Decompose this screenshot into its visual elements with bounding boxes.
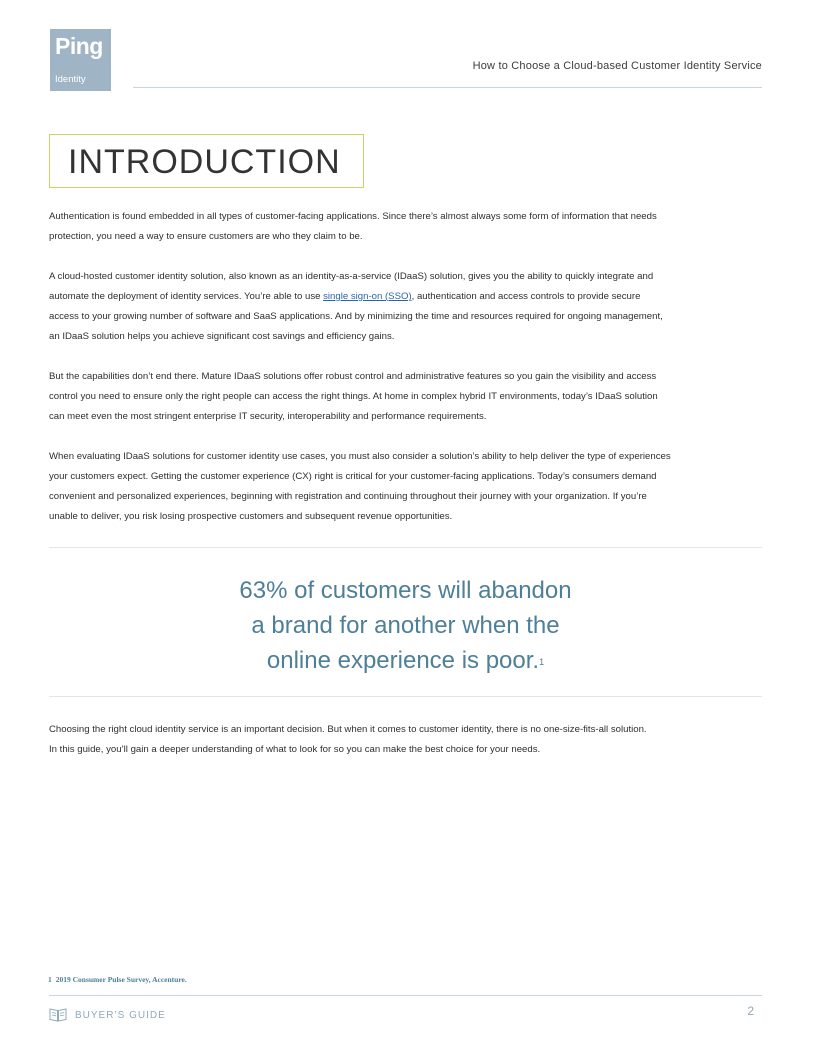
paragraph-idaas-overview bbox=[49, 267, 749, 347]
paragraph-capabilities bbox=[49, 367, 749, 427]
paragraph-authentication bbox=[49, 207, 749, 247]
paragraph-line: control you need to ensure only the right people can access the right things. At home in complex hybrid IT environments, today’s IDaaS solution bbox=[49, 391, 658, 402]
paragraph-line: convenient and personalized experiences, beginning with registration and continuing throughout their journey with your organization. If you’re bbox=[49, 491, 647, 502]
footnote-reference: 1 bbox=[539, 657, 545, 667]
paragraph-line: can meet even the most stringent enterprise IT security, interoperability and performance requirements. bbox=[49, 411, 487, 422]
paragraph-line: unable to deliver, you risk losing prospective customers and subsequent revenue opportunities. bbox=[49, 511, 453, 522]
section-title-box bbox=[49, 134, 364, 188]
pull-quote-line: a brand for another when the bbox=[251, 612, 560, 639]
paragraph-customer-experience bbox=[49, 447, 749, 527]
book-icon bbox=[49, 1007, 67, 1022]
section-title: INTRODUCTION bbox=[68, 143, 341, 181]
logo-subtitle: Identity bbox=[55, 74, 86, 85]
ping-identity-logo bbox=[50, 29, 111, 91]
footer-divider bbox=[49, 995, 762, 996]
page-number: 2 bbox=[747, 1004, 754, 1018]
footer-label: BUYER’S GUIDE bbox=[75, 1010, 166, 1021]
header-divider bbox=[133, 87, 762, 88]
paragraph-conclusion bbox=[49, 720, 749, 760]
pull-quote-line: 63% of customers will abandon bbox=[239, 577, 572, 604]
paragraph-line: an IDaaS solution helps you achieve significant cost savings and efficiency gains. bbox=[49, 331, 395, 342]
footnote bbox=[48, 975, 187, 984]
paragraph-line: protection, you need a way to ensure customers are who they claim to be. bbox=[49, 231, 363, 242]
paragraph-line: In this guide, you’ll gain a deeper understanding of what to look for so you can make the best choice for your needs. bbox=[49, 744, 541, 755]
paragraph-line: A cloud-hosted customer identity solution, also known as an identity-as-a-service (IDaaS) solution, gives you the ability to quickly integrate and bbox=[49, 271, 654, 282]
pull-quote-bottom-divider bbox=[49, 696, 762, 697]
paragraph-line: Authentication is found embedded in all types of customer-facing applications. Since there’s almost always some form of information that needs bbox=[49, 211, 657, 222]
sso-link[interactable]: single sign-on (SSO) bbox=[323, 291, 412, 302]
paragraph-text: automate the deployment of identity services. You’re able to use bbox=[49, 291, 324, 302]
footnote-text: 2019 Consumer Pulse Survey, Accenture. bbox=[55, 975, 187, 984]
paragraph-text: , authentication and access controls to provide secure bbox=[411, 291, 641, 302]
document-header-title: How to Choose a Cloud-based Customer Identity Service bbox=[472, 60, 762, 72]
logo-wordmark: Ping bbox=[55, 33, 103, 59]
paragraph-line: Choosing the right cloud identity service is an important decision. But when it comes to customer identity, there is no one-size-fits-all solution. bbox=[49, 724, 647, 735]
paragraph-line: When evaluating IDaaS solutions for customer identity use cases, you must also consider a solution’s ability to help deliver the type of experiences bbox=[49, 451, 671, 462]
paragraph-line: your customers expect. Getting the customer experience (CX) right is critical for your customer-facing applications. Today’s consumers demand bbox=[49, 471, 657, 482]
paragraph-line: access to your growing number of software and SaaS applications. And by minimizing the time and resources required for ongoing management, bbox=[49, 311, 663, 322]
pull-quote-top-divider bbox=[49, 547, 762, 548]
pull-quote-line bbox=[49, 643, 762, 678]
paragraph-line bbox=[49, 287, 749, 307]
footnote-number: 1 bbox=[48, 975, 52, 984]
pull-quote-text: online experience is poor. bbox=[266, 647, 540, 674]
pull-quote bbox=[49, 573, 762, 678]
paragraph-line: But the capabilities don’t end there. Mature IDaaS solutions offer robust control and administrative features so you gain the visibility and access bbox=[49, 371, 657, 382]
